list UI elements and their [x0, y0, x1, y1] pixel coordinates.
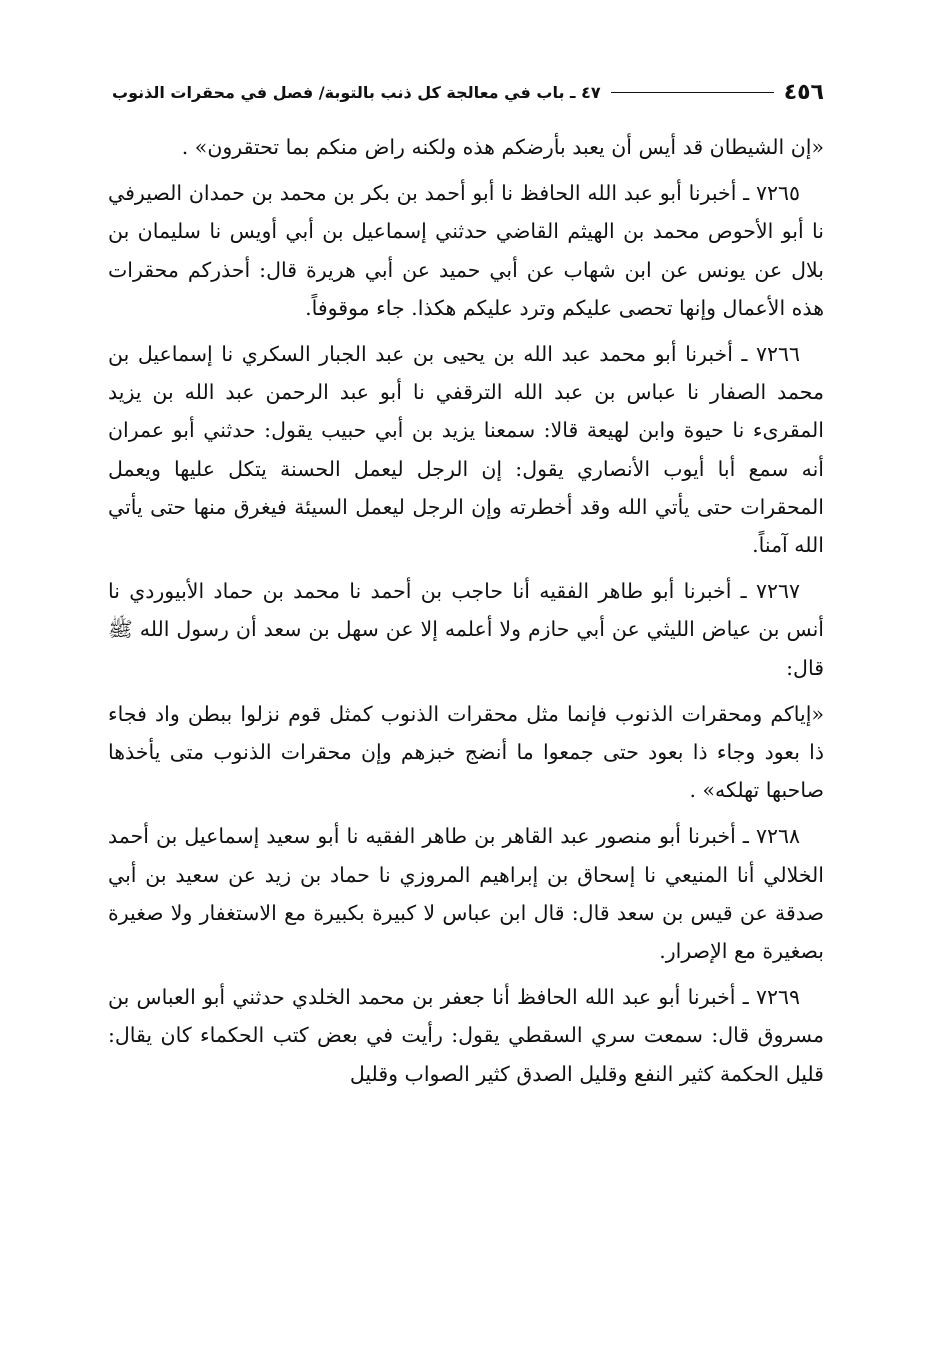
hadith-7266: ٧٢٦٦ ـ أخبرنا أبو محمد عبد الله بن يحيى بن عبد الجبار السكري نا إسماعيل بن محمد الصفار نا عباس بن عبد الله الترقفي نا أبو عبد الرحمن عبد الله بن يزيد المقرىء نا حيوة وابن لهيعة قالا: سمعنا يزيد بن أبي حبيب يقول: حدثني أبو عمران أنه سمع أبا أيوب الأنصاري يقول: إن الرجل ليعمل الحسنة يتكل عليها ويعمل المحقرات حتى يأتي الله وقد أخطرته وإن الرجل ليعمل السيئة فيغرق منها حتى يأتي الله آمناً. [108, 342, 824, 558]
hadith-7269: ٧٢٦٩ ـ أخبرنا أبو عبد الله الحافظ أنا جعفر بن محمد الخلدي حدثني أبو العباس بن مسروق قال: سمعت سري السقطي يقول: رأيت في بعض كتب الحكماء كان يقال: قليل الحكمة كثير النفع وقليل الصدق كثير الصواب وقليل [108, 985, 824, 1086]
page-number: ٤٥٦ [783, 79, 824, 105]
running-title: ٤٧ ـ باب في معالجة كل ذنب بالتوبة/ فصل في محقرات الذنوب [112, 82, 601, 102]
page-body [108, 128, 824, 1101]
hadith-7268: ٧٢٦٨ ـ أخبرنا أبو منصور عبد القاهر بن طاهر الفقيه نا أبو سعيد إسماعيل بن أحمد الخلالي أنا المنيعي نا إسحاق بن إبراهيم المروزي نا حماد بن زيد عن سعيد بن أبي صدقة عن قيس بن سعد قال: قال ابن عباس لا كبيرة بكبيرة مع الاستغفار ولا صغيرة بصغيرة مع الإصرار. [108, 824, 824, 964]
hadith-7265: ٧٢٦٥ ـ أخبرنا أبو عبد الله الحافظ نا أبو أحمد بن بكر بن محمد بن حمدان الصيرفي نا أبو الأحوص محمد بن الهيثم القاضي حدثني إسماعيل بن أبي أويس نا سليمان بن بلال عن يونس عن ابن شهاب عن أبي حميد عن أبي هريرة قال: أحذركم محقرات هذه الأعمال وإنها تحصى عليكم وترد عليكم هكذا. جاء موقوفاً. [108, 181, 824, 320]
header-rule [611, 92, 774, 93]
hadith-7267: ٧٢٦٧ ـ أخبرنا أبو طاهر الفقيه أنا حاجب بن أحمد نا محمد بن حماد الأبيوردي نا أنس بن عياض الليثي عن أبي حازم ولا أعلمه إلا عن سهل بن سعد أن رسول الله ﷺ قال: [108, 579, 824, 680]
quoted-hadith-continuation: «إن الشيطان قد أيس أن يعبد بأرضكم هذه ولكنه راض منكم بما تحتقرون» . [181, 135, 824, 159]
page-header [112, 78, 824, 106]
hadith-7267-quote: «إياكم ومحقرات الذنوب فإنما مثل محقرات الذنوب كمثل قوم نزلوا ببطن واد فجاء ذا بعود وجاء ذا بعود حتى جمعوا ما أنضج خبزهم وإن محقرات الذنوب متى يأخذها صاحبها تهلكه» . [108, 701, 824, 803]
